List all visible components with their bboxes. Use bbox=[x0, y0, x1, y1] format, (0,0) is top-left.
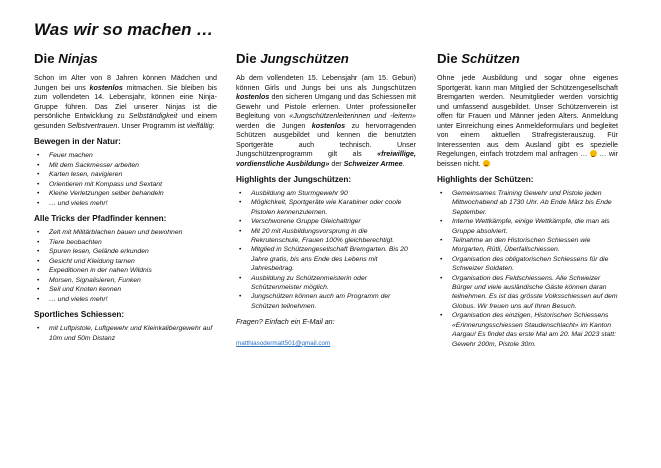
schuetzen-highlight-item: • Gemeinsames Training Gewehr und Pistole jeden Mittwochabend ab 1730 Uhr. Ab Ende März bis Ende September. bbox=[437, 189, 618, 217]
schuetzen-column bbox=[437, 51, 618, 349]
schuetzen-highlight-item: • Organisation des Feldschiessens. Alle Schweizer Bürger und viele ausländische Gäste können daran teilnehmen. Es ist das grösste Volksschiessen auf dem Globus. Wir freuen uns auf Ihren Besuch. bbox=[437, 274, 618, 312]
jungschuetzen-intro: Ab dem vollendeten 15. Lebensjahr (am 15. Geburi) können Girls und Jungs bei uns als Jungschützen kostenlos den sicheren Umgang und das Schiessen mit Gewehr und Pistole erlernen. Unter professioneller Begleitung von «Jungschützenleiterinnen und -leitern» werden die Jungen kostenlos zu hervorragenden Schützen ausgebildet und kennen die benutzten Sportgeräte auch technisch. Unser Jungschützenprogramm gilt als «freiwillige, vordienstliche Ausbildung» der Schweizer Armee. bbox=[236, 74, 416, 168]
nature-list bbox=[34, 151, 217, 208]
jungschuetzen-highlight-item: • Mit 20 mit Ausbildungsvorsprung in die Rekrutenschule, Frauen 100% gleichberechtigt. bbox=[236, 227, 416, 246]
nature-heading: Bewegen in der Natur: bbox=[34, 137, 121, 146]
scout-list-item: • Morsen, Signalisieren, Funken bbox=[34, 276, 217, 286]
ninjas-intro: Schon im Alter von 8 Jahren können Mädchen und Jungen bei uns kostenlos mitmachen. Sie bleiben bis zum vollendeten 14. Lebensjahr, können eine Ninja-Gruppe führen. Das Ziel unserer Ninjas ist die persönliche Entwicklung zu Selbständigkeit und einem gesunden Selbstvertrauen. Unser Programm ist vielfältig: bbox=[34, 74, 217, 130]
scout-list-item: • Gesicht und Kleidung tarnen bbox=[34, 257, 217, 267]
schuetzen-intro: Ohne jede Ausbildung und sogar ohne eigenes Sportgerät. kann man Mitglied der Schützengesellschaft Bremgarten werden. Neumitglieder werden vorsichtig und umfassend ausgebildet. Unser Schützenverein ist offen für Frauen und Männer jeden Alters. Anmeldung unter Einreichung eines Anmeldeformulars und begleitet von einem aktuellen Strafregisterauszug. Für Interessenten aus dem Ausland gibt es spezielle Regelungen, einfach trotzdem mal anfragen … … wir beissen nicht. bbox=[437, 74, 619, 168]
jungschuetzen-highlights-heading: Highlights der Jungschützen: bbox=[236, 175, 352, 184]
scout-list-item: • Spuren lesen, Gelände erkunden bbox=[34, 247, 217, 257]
schuetzen-heading: Die Schützen bbox=[437, 51, 520, 66]
schuetzen-highlight-item: • Organisation des einzigen, Historischen Schiessens «Erinnerungsschiessen Staudenschlacht» im Kanton Aargau! Es findet das erste Mal am 20. Mai 2023 statt: Gewehr 200m, Pistole 30m. bbox=[437, 311, 618, 349]
scout-list-item: • Expeditionen in der nahen Wildnis bbox=[34, 266, 217, 276]
schuetzen-highlight-item: • Teilnahme an den Historischen Schiessen wie Morgarten, Rütli, Überfallschiessen. bbox=[437, 236, 618, 255]
jungschuetzen-highlight-item: • Möglichkeit, Sportgeräte wie Karabiner oder coole Pistolen kennenzulernen. bbox=[236, 198, 416, 217]
nature-list-item: • Kleine Verletzungen selber behandeln bbox=[34, 189, 217, 199]
nature-list-item: • Feuer machen bbox=[34, 151, 217, 161]
jungschuetzen-heading: Die Jungschützen bbox=[236, 51, 349, 66]
ninjas-column bbox=[34, 51, 217, 343]
nature-list-item: • Orientieren mit Kompass und Sextant bbox=[34, 180, 217, 190]
scout-heading: Alle Tricks der Pfadfinder kennen: bbox=[34, 214, 167, 223]
jungschuetzen-highlight-item: • Ausbildung zu Schützenmeisterin oder Schützenmeister möglich. bbox=[236, 274, 416, 293]
jungschuetzen-highlight-item: • Jungschützen können auch am Programm der Schützen teilnehmen. bbox=[236, 292, 416, 311]
sport-list-item: • mit Luftpistole, Luftgewehr und Kleinkalibergewehr auf 10m und 50m Distanz bbox=[34, 324, 217, 343]
smiley-icon bbox=[483, 160, 490, 167]
scout-list-item: • Zelt mit Militärblachen bauen und bewohnen bbox=[34, 228, 217, 238]
scout-list bbox=[34, 228, 217, 304]
questions-text: Fragen? Einfach ein E-Mail an: bbox=[236, 317, 335, 327]
jungschuetzen-highlight-item: • Mitglied in Schützengesellschaft Bremgarten. Bis 20 Jahre gratis, bis ans Ende des Lebens mit Jahresbeitrag. bbox=[236, 245, 416, 273]
email-link[interactable]: matthiasodermatt501@gmail.com bbox=[236, 339, 331, 347]
schuetzen-highlights-list bbox=[437, 189, 618, 349]
scout-list-item: • … und vieles mehr! bbox=[34, 295, 217, 305]
jungschuetzen-highlights-list bbox=[236, 189, 416, 311]
ninjas-heading: Die Ninjas bbox=[34, 51, 98, 66]
page-title: Was wir so machen … bbox=[34, 20, 214, 39]
jungschuetzen-highlight-item: • Verschworene Gruppe Gleichaltriger bbox=[236, 217, 416, 226]
jungschuetzen-column bbox=[236, 51, 416, 350]
scout-list-item: • Tiere beobachten bbox=[34, 238, 217, 248]
nature-list-item: • Mit dem Sackmesser arbeiten bbox=[34, 161, 217, 171]
nature-list-item: • Karten lesen, navigieren bbox=[34, 170, 217, 180]
nature-list-item: • … und vieles mehr! bbox=[34, 199, 217, 209]
smiley-icon bbox=[590, 150, 597, 157]
schuetzen-highlight-item: • Interne Wettkämpfe, einige Wettkämpfe, die man als Gruppe absolviert. bbox=[437, 217, 618, 236]
jungschuetzen-highlight-item: • Ausbildung am Sturmgewehr 90 bbox=[236, 189, 416, 198]
schuetzen-highlights-heading: Highlights der Schützen: bbox=[437, 175, 534, 184]
scout-list-item: • Seil und Knoten kennen bbox=[34, 285, 217, 295]
schuetzen-highlight-item: • Organisation des obligatorischen Schiessens für die Schweizer Soldaten. bbox=[437, 255, 618, 274]
sport-heading: Sportliches Schiessen: bbox=[34, 310, 125, 319]
sport-list bbox=[34, 324, 217, 343]
